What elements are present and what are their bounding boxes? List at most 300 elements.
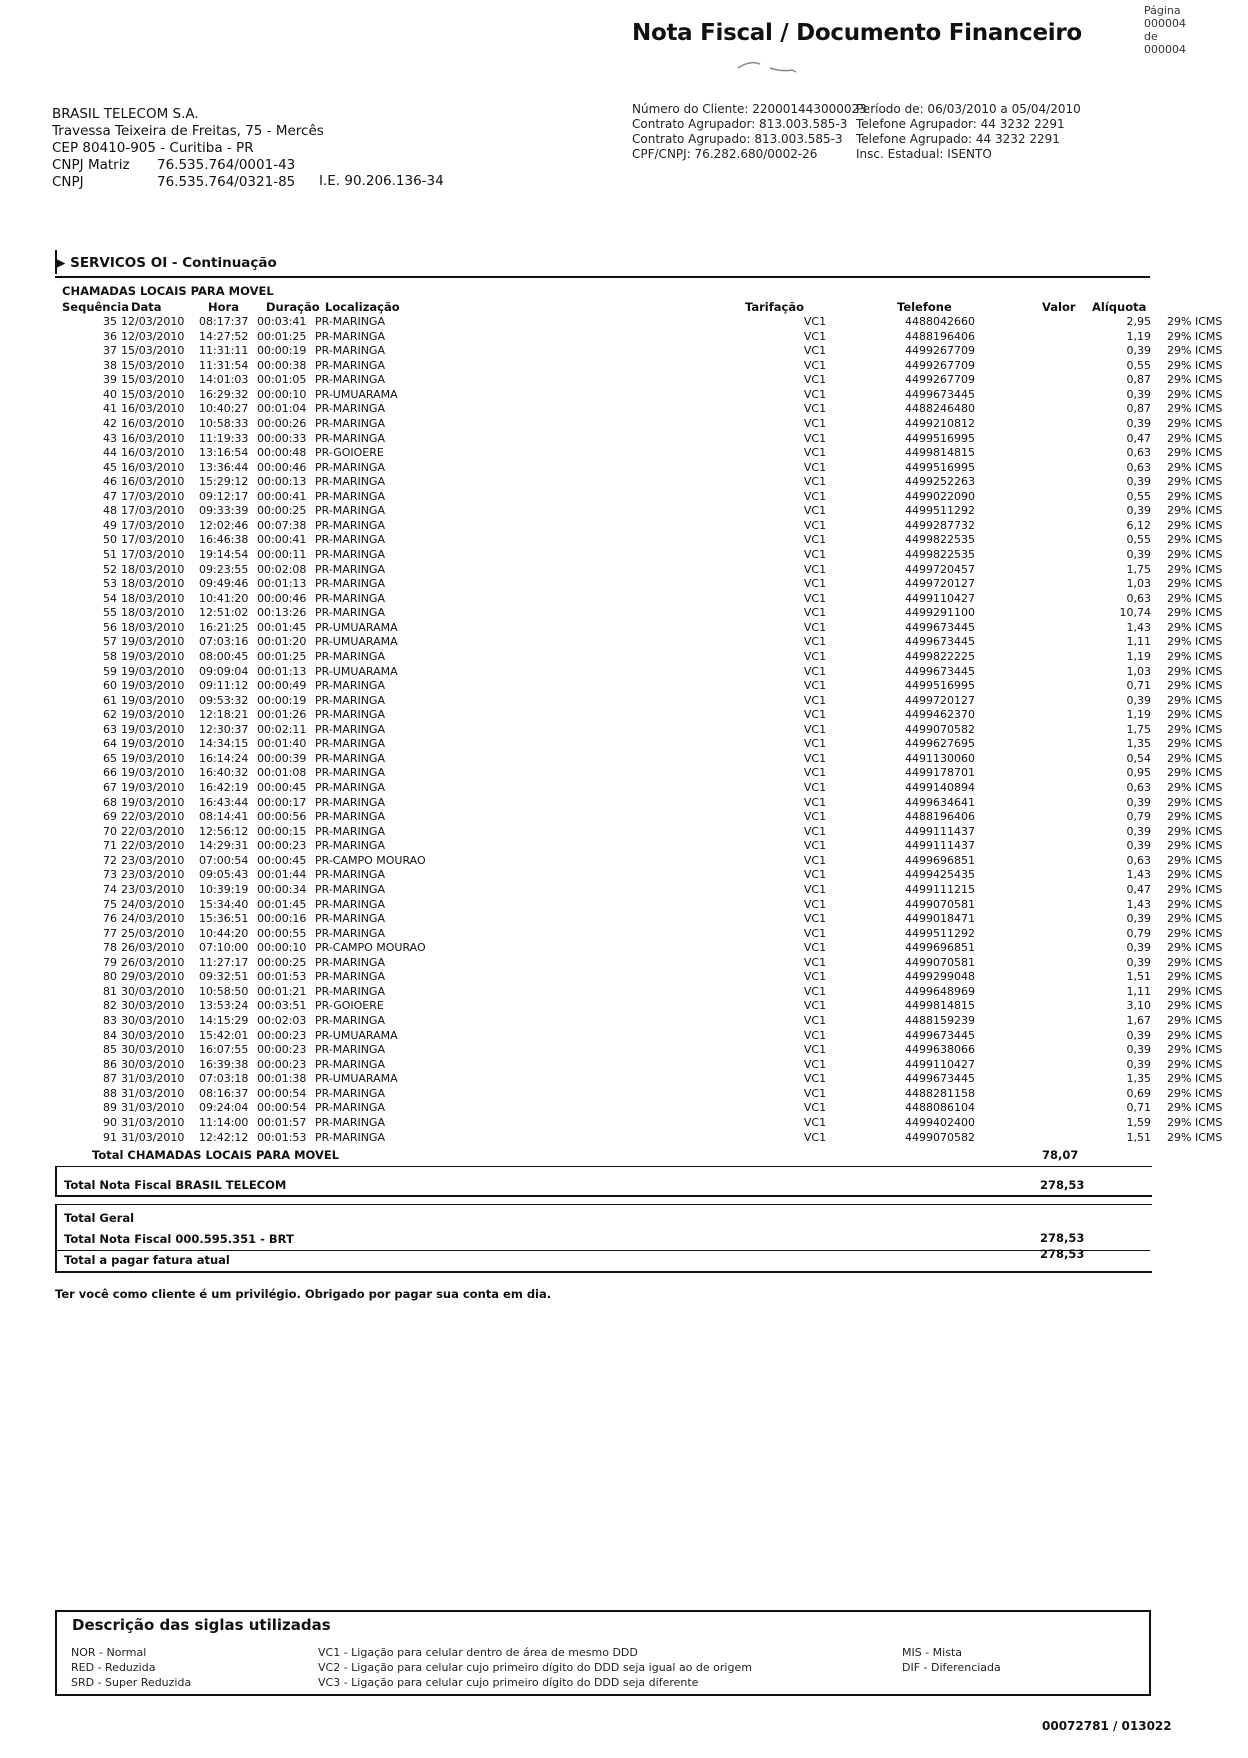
cell-aliquota: 29% ICMS [1167,577,1223,591]
cell-localizacao: PR-MARINGA [315,912,385,926]
cell-seq: 38 [103,358,117,372]
total-separator [57,1250,1150,1251]
cnpj-value: 76.535.764/0321-85 [157,174,296,190]
cell-tarifacao: VC1 [803,518,827,532]
client-cpf: CPF/CNPJ: 76.282.680/0002-26 [632,147,818,161]
cell-hora: 10:58:50 [199,984,249,998]
cell-localizacao: PR-MARINGA [315,344,385,358]
col-header-aliquota: Alíquota [1092,300,1147,314]
cell-localizacao: PR-MARINGA [315,882,385,896]
cell-telefone: 4499267709 [905,344,975,358]
cell-aliquota: 29% ICMS [1167,912,1223,926]
cell-hora: 07:00:54 [199,853,249,867]
cell-localizacao: PR-MARINGA [315,548,385,561]
cell-valor: 0,39 [1126,548,1151,561]
cell-valor: 0,39 [1126,504,1151,518]
cell-aliquota: 29% ICMS [1167,868,1223,882]
legend-srd: SRD - Super Reduzida [71,1676,192,1689]
legend-red: RED - Reduzida [71,1661,156,1674]
cell-valor: 0,47 [1126,431,1151,445]
company-cep: CEP 80410-905 - Curitiba - PR [52,140,254,156]
cell-localizacao: PR-MARINGA [315,737,385,751]
cell-telefone: 4499210812 [905,416,975,430]
cell-tarifacao: VC1 [803,708,827,722]
cell-seq: 88 [103,1086,117,1100]
cell-seq: 91 [103,1130,117,1144]
cell-duracao: 00:01:13 [257,577,307,591]
legend-column-1 [71,1645,191,1690]
cell-hora: 13:36:44 [199,460,249,474]
cell-tarifacao: VC1 [803,679,827,693]
cell-date: 19/03/2010 [121,722,185,736]
cell-duracao: 00:02:08 [257,562,307,576]
cell-seq: 68 [103,795,117,809]
cell-valor: 0,55 [1126,358,1151,372]
cell-tarifacao: VC1 [803,635,827,649]
cell-tarifacao: VC1 [803,926,827,940]
cell-seq: 70 [103,824,117,838]
cell-telefone: 4488086104 [905,1101,975,1115]
table-row [62,1014,1247,1029]
legend-vc3: VC3 - Ligação para celular cujo primeiro dígito do DDD seja diferente [318,1676,699,1689]
cell-localizacao: PR-MARINGA [315,693,385,707]
cell-duracao: 00:00:56 [257,810,307,824]
cell-seq: 85 [103,1043,117,1057]
contract-agrupado: Contrato Agrupado: 813.003.585-3 [632,132,843,146]
table-row [62,854,1247,869]
table-row [62,1087,1247,1102]
company-ie: I.E. 90.206.136-34 [319,173,444,189]
triangle-right-icon: ▶ [55,255,66,271]
cell-seq: 87 [103,1072,117,1086]
cell-date: 19/03/2010 [121,795,185,809]
cell-valor: 0,87 [1126,373,1151,387]
cell-valor: 0,87 [1126,402,1151,416]
cell-date: 18/03/2010 [121,577,185,591]
cell-duracao: 00:01:57 [257,1115,307,1129]
cell-date: 23/03/2010 [121,868,185,882]
table-row [62,970,1247,985]
cell-telefone: 4499814815 [905,999,975,1013]
cell-telefone: 4499425435 [905,868,975,882]
cell-aliquota: 29% ICMS [1167,591,1223,605]
table-row [62,766,1247,781]
cell-seq: 53 [103,577,117,591]
cell-valor: 0,39 [1126,1057,1151,1071]
table-row [62,359,1247,374]
section-title [55,255,277,271]
cell-tarifacao: VC1 [803,737,827,751]
legend-title: Descrição das siglas utilizadas [72,1616,331,1634]
cell-aliquota: 29% ICMS [1167,751,1223,765]
cell-hora: 07:10:00 [199,941,249,955]
cell-telefone: 4499287732 [905,518,975,532]
cell-duracao: 00:00:41 [257,489,307,503]
cell-localizacao: PR-MARINGA [315,1086,385,1100]
cell-hora: 10:39:19 [199,882,249,896]
table-row [62,650,1247,665]
cell-hora: 11:31:11 [199,344,249,358]
cell-seq: 48 [103,504,117,518]
cell-seq: 45 [103,460,117,474]
cell-tarifacao: VC1 [803,693,827,707]
cell-localizacao: PR-UMUARAMA [315,1072,398,1086]
cell-hora: 09:33:39 [199,504,249,518]
cell-seq: 37 [103,344,117,358]
section-divider [55,276,1150,278]
cell-aliquota: 29% ICMS [1167,897,1223,911]
table-row [62,315,1247,330]
cell-seq: 40 [103,387,117,401]
cell-localizacao: PR-MARINGA [315,970,385,984]
billing-period: Período de: 06/03/2010 a 05/04/2010 [856,102,1081,116]
cell-valor: 1,43 [1126,868,1151,882]
cell-hora: 11:14:00 [199,1115,249,1129]
total-nf-number-label: Total Nota Fiscal 000.595.351 - BRT [64,1232,294,1246]
cell-duracao: 00:00:19 [257,344,307,358]
document-number: 00072781 / 013022 [1042,1719,1172,1733]
cell-valor: 1,03 [1126,577,1151,591]
cell-tarifacao: VC1 [803,1086,827,1100]
col-header-date: Data [131,300,162,314]
cell-hora: 12:18:21 [199,708,249,722]
cell-telefone: 4499110427 [905,1057,975,1071]
cell-date: 23/03/2010 [121,853,185,867]
cell-duracao: 00:02:03 [257,1014,307,1027]
cell-aliquota: 29% ICMS [1167,475,1223,489]
cell-seq: 89 [103,1101,117,1115]
cell-tarifacao: VC1 [803,402,827,416]
cell-duracao: 00:01:53 [257,1130,307,1144]
cell-valor: 0,39 [1126,824,1151,838]
cell-tarifacao: VC1 [803,591,827,605]
cell-localizacao: PR-MARINGA [315,460,385,474]
total-nf-number-value: 278,53 [1040,1231,1085,1245]
cell-aliquota: 29% ICMS [1167,1115,1223,1129]
cell-duracao: 00:00:34 [257,882,307,896]
cell-aliquota: 29% ICMS [1167,446,1223,460]
cell-seq: 61 [103,693,117,707]
cell-telefone: 4499648969 [905,984,975,998]
cell-seq: 47 [103,489,117,503]
cell-duracao: 00:00:38 [257,358,307,372]
cell-aliquota: 29% ICMS [1167,1086,1223,1100]
cell-valor: 0,47 [1126,882,1151,896]
cell-aliquota: 29% ICMS [1167,387,1223,401]
cell-aliquota: 29% ICMS [1167,999,1223,1013]
stamp-mark [730,50,810,80]
cell-date: 31/03/2010 [121,1115,185,1129]
cell-seq: 74 [103,882,117,896]
cell-telefone: 4499402400 [905,1115,975,1129]
cell-date: 17/03/2010 [121,489,185,503]
cell-duracao: 00:00:16 [257,912,307,926]
cell-date: 30/03/2010 [121,1057,185,1071]
cell-date: 18/03/2010 [121,606,185,620]
cell-valor: 2,95 [1126,315,1151,328]
cell-tarifacao: VC1 [803,1014,827,1027]
page-number: 000004 de [1144,17,1186,43]
table-row [62,446,1247,461]
cell-date: 30/03/2010 [121,1014,185,1027]
cell-localizacao: PR-MARINGA [315,402,385,416]
cell-localizacao: PR-MARINGA [315,926,385,940]
cell-hora: 13:53:24 [199,999,249,1013]
table-row [62,912,1247,927]
cell-aliquota: 29% ICMS [1167,984,1223,998]
cell-telefone: 4499720457 [905,562,975,576]
cell-valor: 1,67 [1126,1014,1151,1027]
cell-date: 19/03/2010 [121,649,185,663]
cell-seq: 62 [103,708,117,722]
cell-telefone: 4499178701 [905,766,975,780]
cell-aliquota: 29% ICMS [1167,620,1223,634]
cell-hora: 08:00:45 [199,649,249,663]
cell-tarifacao: VC1 [803,912,827,926]
total-pagar-label: Total a pagar fatura atual [64,1253,230,1267]
table-row [62,432,1247,447]
cell-seq: 90 [103,1115,117,1129]
cell-valor: 0,63 [1126,446,1151,460]
table-row [62,708,1247,723]
cell-seq: 80 [103,970,117,984]
cell-valor: 1,19 [1126,329,1151,343]
page-total: 000004 [1144,43,1186,56]
cell-valor: 0,63 [1126,853,1151,867]
cell-valor: 1,35 [1126,1072,1151,1086]
cell-tarifacao: VC1 [803,373,827,387]
cell-localizacao: PR-MARINGA [315,577,385,591]
cell-hora: 09:12:17 [199,489,249,503]
cell-duracao: 00:00:54 [257,1101,307,1115]
table-row [62,621,1247,636]
cell-seq: 71 [103,839,117,853]
cell-duracao: 00:01:08 [257,766,307,780]
cell-hora: 16:46:38 [199,533,249,547]
cell-aliquota: 29% ICMS [1167,810,1223,824]
client-info [632,102,867,162]
contract-agrupador: Contrato Agrupador: 813.003.585-3 [632,117,848,131]
cell-tarifacao: VC1 [803,999,827,1013]
cell-hora: 16:43:44 [199,795,249,809]
cell-telefone: 4499673445 [905,1028,975,1042]
cell-tarifacao: VC1 [803,475,827,489]
cell-aliquota: 29% ICMS [1167,708,1223,722]
cell-seq: 66 [103,766,117,780]
table-row [62,956,1247,971]
cell-aliquota: 29% ICMS [1167,737,1223,751]
cell-valor: 0,39 [1126,387,1151,401]
cell-tarifacao: VC1 [803,358,827,372]
cell-telefone: 4491130060 [905,751,975,765]
cell-duracao: 00:00:11 [257,548,307,561]
cell-seq: 59 [103,664,117,678]
cell-valor: 0,71 [1126,1101,1151,1115]
cell-duracao: 00:03:51 [257,999,307,1013]
cell-duracao: 00:00:13 [257,475,307,489]
cell-telefone: 4499822535 [905,548,975,561]
col-header-duracao: Duração [266,300,320,314]
cell-valor: 0,39 [1126,1028,1151,1042]
cell-telefone: 4499111437 [905,839,975,853]
cell-localizacao: PR-MARINGA [315,1101,385,1115]
client-number: Número do Cliente: 220001443000023 [632,102,867,116]
cell-duracao: 00:00:48 [257,446,307,460]
table-row [62,548,1247,563]
cell-localizacao: PR-UMUARAMA [315,387,398,401]
cell-aliquota: 29% ICMS [1167,1028,1223,1042]
cell-localizacao: PR-MARINGA [315,649,385,663]
cell-tarifacao: VC1 [803,1101,827,1115]
cell-seq: 84 [103,1028,117,1042]
cell-telefone: 4488281158 [905,1086,975,1100]
cell-aliquota: 29% ICMS [1167,926,1223,940]
cell-date: 30/03/2010 [121,1043,185,1057]
cell-valor: 1,19 [1126,708,1151,722]
cell-hora: 12:42:12 [199,1130,249,1144]
cell-duracao: 00:01:45 [257,620,307,634]
cell-telefone: 4488246480 [905,402,975,416]
cell-tarifacao: VC1 [803,897,827,911]
cell-duracao: 00:01:38 [257,1072,307,1086]
legend-column-3 [902,1645,1001,1675]
cell-seq: 72 [103,853,117,867]
cell-hora: 14:15:29 [199,1014,249,1027]
cell-aliquota: 29% ICMS [1167,533,1223,547]
cell-valor: 0,79 [1126,926,1151,940]
client-info-period [856,102,1081,162]
cell-hora: 09:49:46 [199,577,249,591]
cell-duracao: 00:03:41 [257,315,307,328]
cell-hora: 10:58:33 [199,416,249,430]
cell-hora: 14:27:52 [199,329,249,343]
cell-hora: 11:19:33 [199,431,249,445]
cell-localizacao: PR-MARINGA [315,518,385,532]
cell-valor: 1,75 [1126,562,1151,576]
cell-hora: 08:14:41 [199,810,249,824]
table-row [62,679,1247,694]
table-row [62,1058,1247,1073]
table-row [62,606,1247,621]
cell-telefone: 4499673445 [905,664,975,678]
cell-date: 19/03/2010 [121,679,185,693]
cell-telefone: 4499511292 [905,926,975,940]
cell-telefone: 4499070582 [905,722,975,736]
cell-hora: 16:21:25 [199,620,249,634]
cell-hora: 13:16:54 [199,446,249,460]
cell-duracao: 00:00:25 [257,955,307,969]
company-name: BRASIL TELECOM S.A. [52,106,199,122]
cell-aliquota: 29% ICMS [1167,518,1223,532]
cell-hora: 14:34:15 [199,737,249,751]
cell-duracao: 00:00:23 [257,1028,307,1042]
cell-aliquota: 29% ICMS [1167,562,1223,576]
cell-date: 19/03/2010 [121,781,185,794]
table-row [62,635,1247,650]
cell-hora: 07:03:16 [199,635,249,649]
table-row [62,475,1247,490]
cell-telefone: 4499673445 [905,1072,975,1086]
cell-aliquota: 29% ICMS [1167,766,1223,780]
cell-telefone: 4499110427 [905,591,975,605]
cell-valor: 0,39 [1126,344,1151,358]
cell-date: 19/03/2010 [121,708,185,722]
cell-date: 25/03/2010 [121,926,185,940]
cell-duracao: 00:02:11 [257,722,307,736]
cell-localizacao: PR-MARINGA [315,824,385,838]
cell-telefone: 4499070581 [905,897,975,911]
cell-valor: 0,39 [1126,1043,1151,1057]
cell-telefone: 4499070581 [905,955,975,969]
total-nf-value: 278,53 [1040,1178,1085,1192]
cell-telefone: 4499696851 [905,853,975,867]
cell-telefone: 4499822225 [905,649,975,663]
cell-telefone: 4488196406 [905,810,975,824]
cell-telefone: 4488196406 [905,329,975,343]
cell-telefone: 4499140894 [905,781,975,794]
table-row [62,490,1247,505]
cell-telefone: 4499822535 [905,533,975,547]
cell-telefone: 4499673445 [905,620,975,634]
cell-duracao: 00:00:41 [257,533,307,547]
table-row [62,665,1247,680]
cell-localizacao: PR-MARINGA [315,533,385,547]
cell-aliquota: 29% ICMS [1167,795,1223,809]
cell-tarifacao: VC1 [803,941,827,955]
cell-aliquota: 29% ICMS [1167,373,1223,387]
cell-seq: 82 [103,999,117,1013]
calls-table-body [62,315,1247,1145]
cell-localizacao: PR-CAMPO MOURAO [315,853,426,867]
cell-seq: 36 [103,329,117,343]
calls-total-label: Total CHAMADAS LOCAIS PARA MOVEL [92,1148,340,1162]
cell-localizacao: PR-MARINGA [315,868,385,882]
cell-valor: 0,39 [1126,941,1151,955]
cell-seq: 83 [103,1014,117,1027]
table-row [62,388,1247,403]
table-row [62,1043,1247,1058]
cell-telefone: 4499627695 [905,737,975,751]
cell-valor: 10,74 [1119,606,1151,620]
cnpj-matriz-label: CNPJ Matriz [52,157,130,173]
cell-localizacao: PR-MARINGA [315,1043,385,1057]
cell-hora: 08:16:37 [199,1086,249,1100]
cell-localizacao: PR-MARINGA [315,504,385,518]
cell-tarifacao: VC1 [803,1028,827,1042]
cell-valor: 0,39 [1126,475,1151,489]
cell-aliquota: 29% ICMS [1167,402,1223,416]
cell-localizacao: PR-MARINGA [315,679,385,693]
cell-aliquota: 29% ICMS [1167,1057,1223,1071]
cell-telefone: 4488042660 [905,315,975,328]
cell-hora: 12:30:37 [199,722,249,736]
cell-duracao: 00:01:53 [257,970,307,984]
total-pagar-value: 278,53 [1040,1247,1085,1261]
cell-aliquota: 29% ICMS [1167,606,1223,620]
cell-duracao: 00:01:05 [257,373,307,387]
cell-duracao: 00:00:23 [257,1057,307,1071]
total-nf-label: Total Nota Fiscal BRASIL TELECOM [64,1178,287,1192]
calls-total-value: 78,07 [1042,1148,1079,1162]
page-label: Página [1144,4,1181,17]
cell-duracao: 00:00:23 [257,1043,307,1057]
cell-hora: 09:11:12 [199,679,249,693]
cell-seq: 79 [103,955,117,969]
cell-telefone: 4499111215 [905,882,975,896]
cell-seq: 50 [103,533,117,547]
cell-localizacao: PR-MARINGA [315,1130,385,1144]
cell-aliquota: 29% ICMS [1167,1130,1223,1144]
